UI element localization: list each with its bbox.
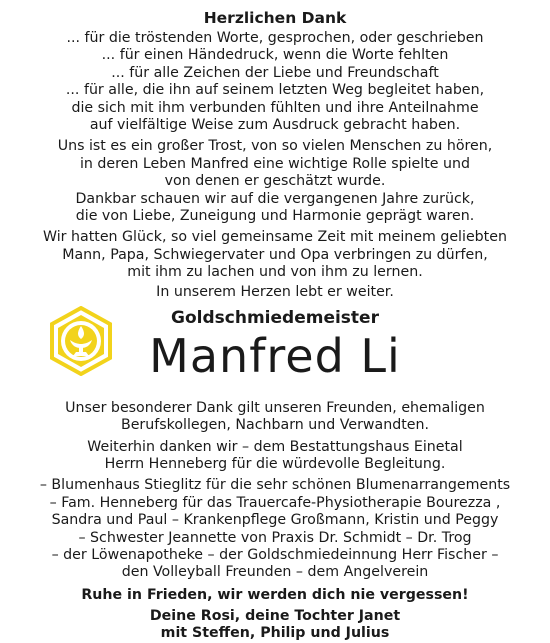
intro-line: ... für einen Händedruck, wenn die Worte fehlten — [101, 47, 449, 64]
comfort-line: in deren Leben Manfred eine wichtige Rolle spielte und — [79, 155, 471, 172]
comfort-line: Uns ist es ein großer Trost, von so vielen Menschen zu hören, — [57, 138, 493, 155]
intro-paragraph — [8, 30, 542, 134]
intro-line: die sich mit ihm verbunden fühlten und ihre Anteilnahme — [71, 99, 479, 116]
signature — [8, 608, 542, 643]
further-thanks-line: Weiterhin danken wir – dem Bestattungshaus Einetal — [87, 438, 463, 455]
profession: Goldschmiedemeister — [171, 307, 379, 328]
deceased-name: Manfred Li — [149, 328, 401, 383]
comfort-line: die von Liebe, Zuneigung und Harmonie geprägt waren. — [75, 208, 475, 225]
list-item: – Schwester Jeannette von Praxis Dr. Schmidt – Dr. Trog — [78, 529, 472, 546]
heading: Herzlichen Dank — [203, 9, 347, 27]
list-item: den Volleyball Freunden – dem Angelverein — [121, 564, 429, 581]
luck-line: Mann, Papa, Schwiegervater und Opa verbringen zu dürfen, — [62, 246, 488, 263]
intro-line: ... für alle, die ihn auf seinem letzten Weg begleitet haben, — [65, 82, 485, 99]
intro-line: auf vielfältige Weise zum Ausdruck gebracht haben. — [89, 117, 461, 134]
intro-line: ... für alle Zeichen der Liebe und Freundschaft — [111, 64, 439, 81]
luck-paragraph — [8, 229, 542, 281]
list-item: – der Löwenapotheke – der Goldschmiedeinnung Herr Fischer – — [51, 546, 499, 563]
comfort-line: von denen er geschätzt wurde. — [164, 173, 386, 190]
signature-line: Deine Rosi, deine Tochter Janet — [149, 607, 401, 624]
special-thanks-line: Unser besonderer Dank gilt unseren Freunden, ehemaligen — [65, 399, 485, 416]
comfort-line: Dankbar schauen wir auf die vergangenen Jahre zurück, — [75, 190, 475, 207]
luck-line: mit ihm zu lachen und von ihm zu lernen. — [127, 264, 423, 281]
list-item: – Fam. Henneberg für das Trauercafe-Physiotherapie Bourezza , — [49, 494, 501, 511]
special-thanks-line: Berufskollegen, Nachbarn und Verwandten. — [120, 417, 430, 434]
name-block — [8, 282, 542, 404]
intro-line: ... für die tröstenden Worte, gesprochen, oder geschrieben — [66, 30, 484, 46]
list-item: Sandra und Paul – Krankenpflege Großmann, Kristin und Peggy — [51, 512, 499, 529]
thanks-list — [8, 477, 542, 581]
list-item: – Blumenhaus Stieglitz für die sehr schönen Blumenarrangements — [39, 477, 511, 494]
signature-line: mit Steffen, Philip und Julius — [160, 625, 390, 642]
comfort-paragraph — [8, 138, 542, 225]
heart-line: In unserem Herzen lebt er weiter. — [156, 283, 394, 300]
further-thanks-line: Herrn Henneberg für die würdevolle Begleitung. — [104, 455, 446, 472]
special-thanks-paragraph — [8, 400, 542, 435]
luck-line: Wir hatten Glück, so viel gemeinsame Zeit mit meinem geliebten — [43, 229, 507, 246]
closing-line: Ruhe in Frieden, wir werden dich nie vergessen! — [81, 586, 469, 603]
further-thanks-paragraph — [8, 439, 542, 474]
